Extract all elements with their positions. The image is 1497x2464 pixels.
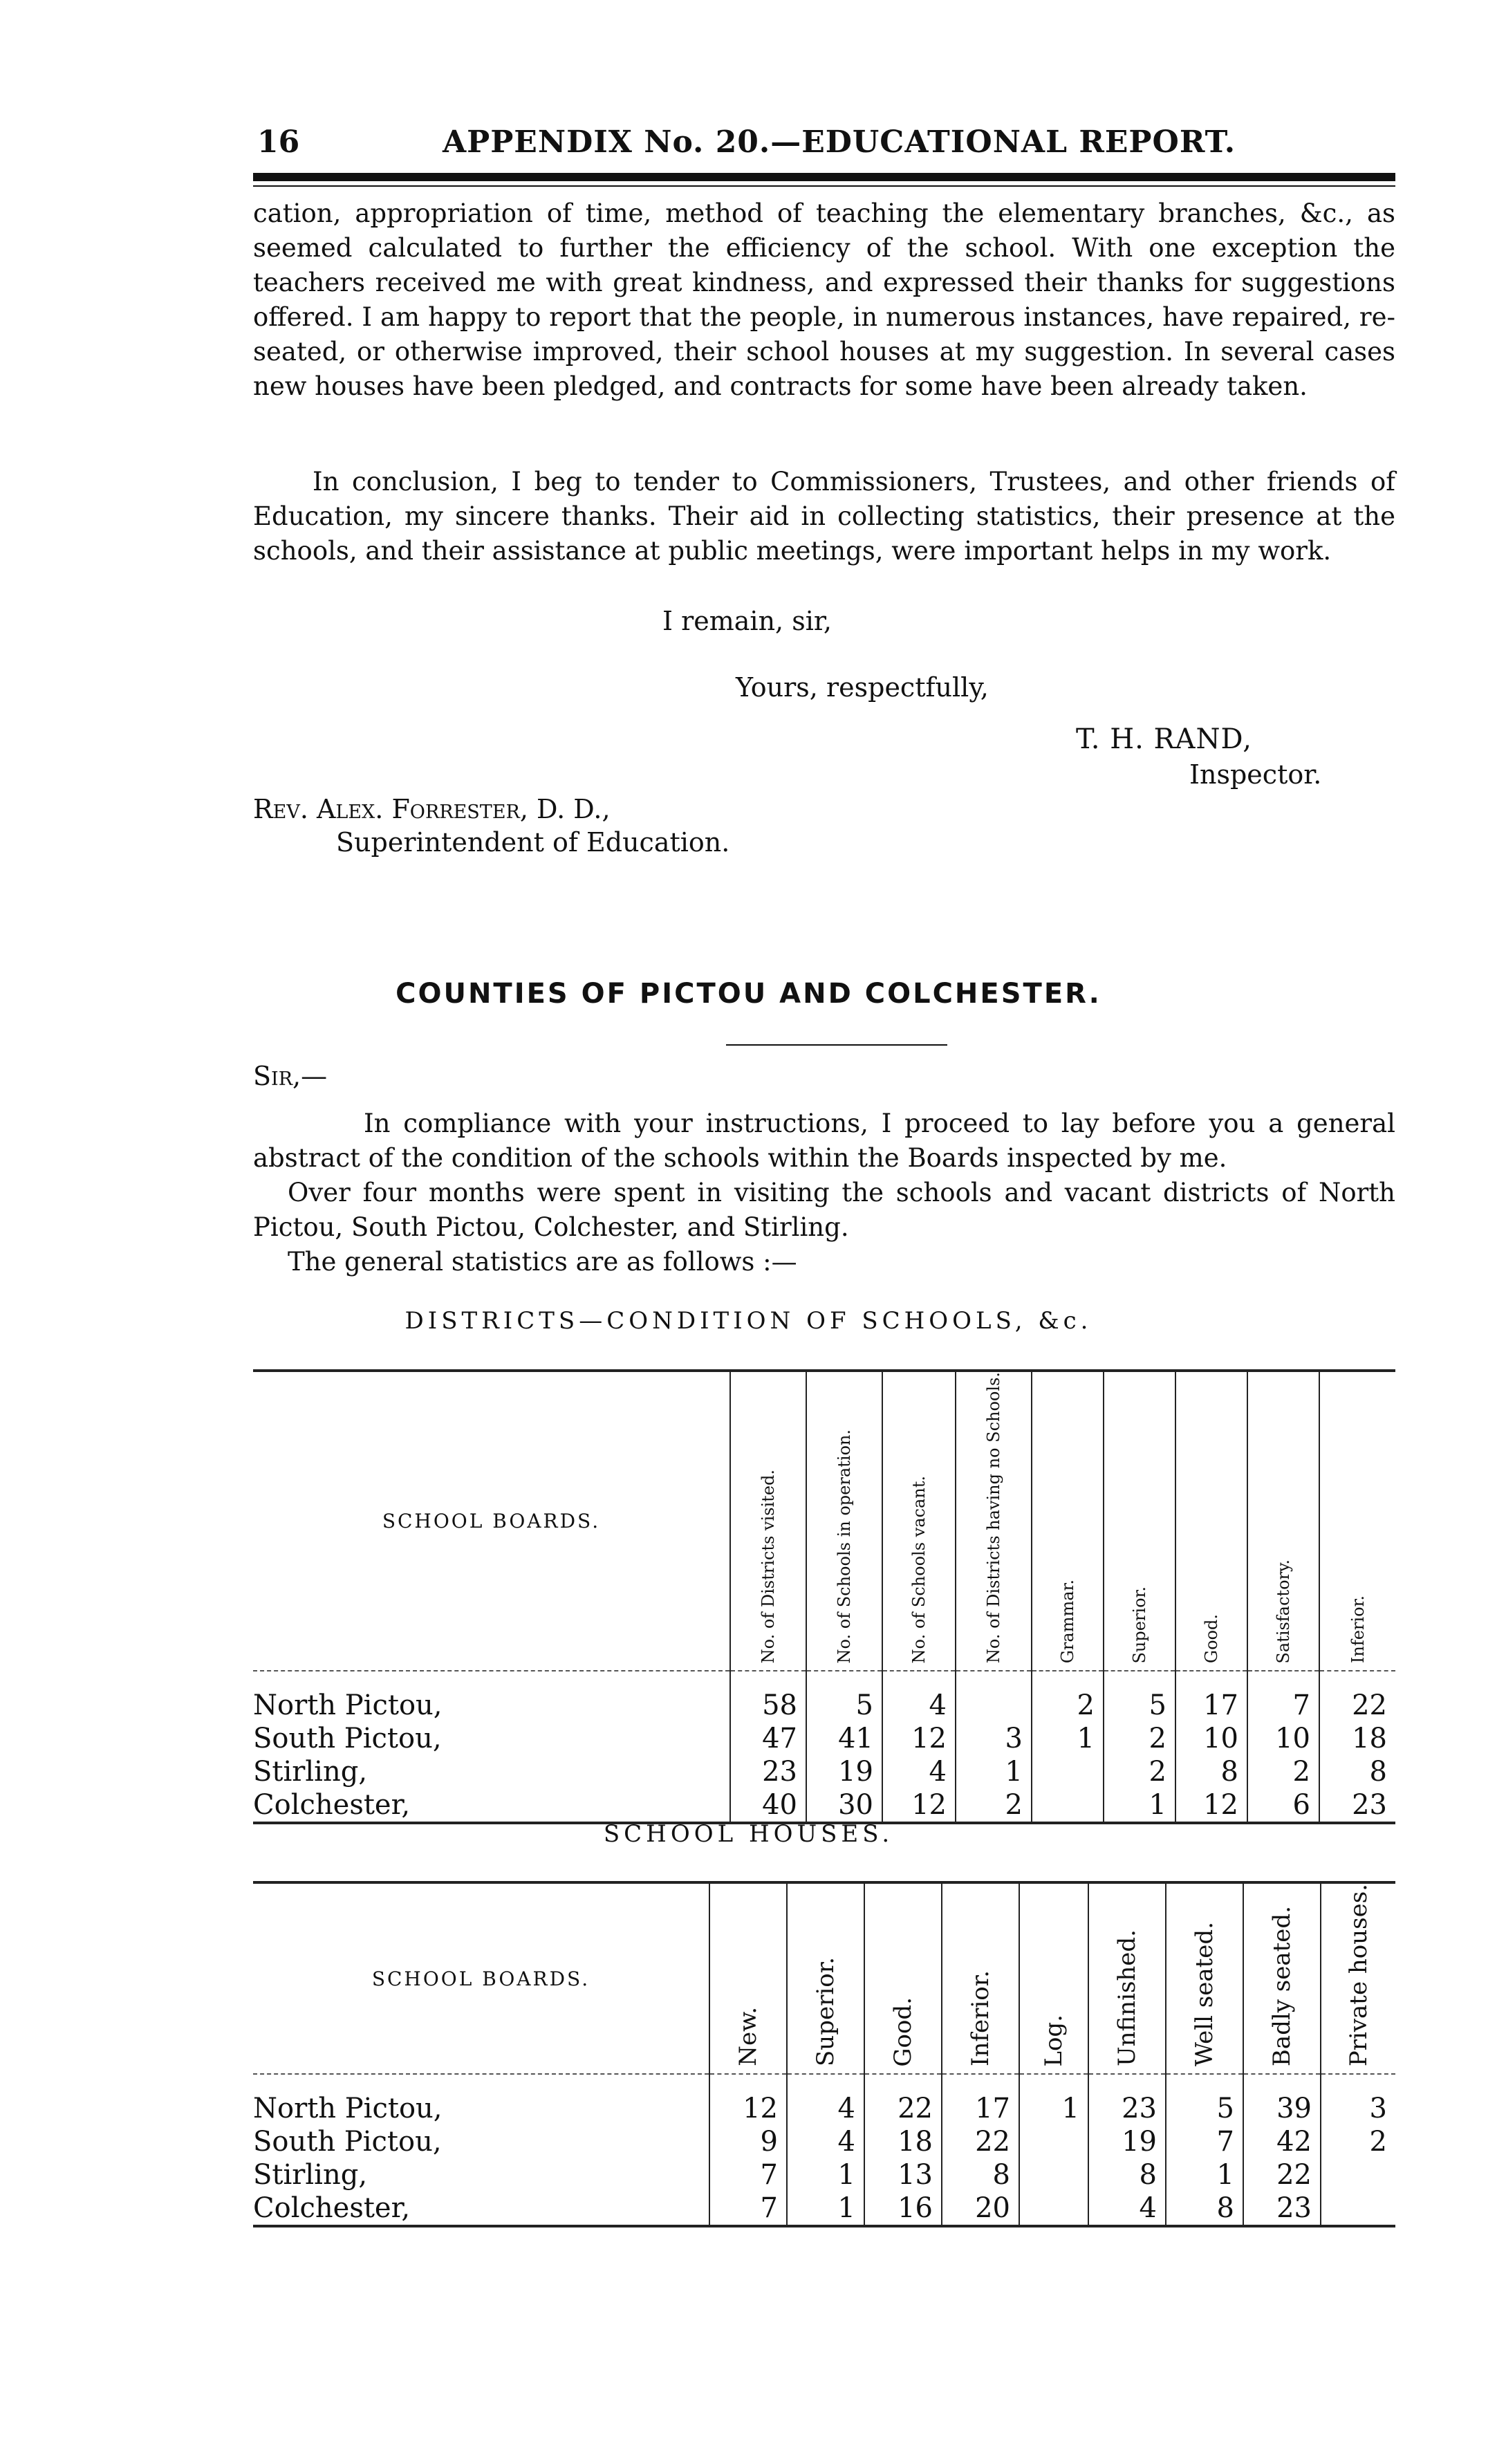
table2-col-header: Well seated. — [1191, 1922, 1218, 2067]
table2-cell: 42 — [1243, 2125, 1321, 2158]
table2-col-header: Unfinished. — [1113, 1929, 1141, 2067]
table1-cell: 2 — [1104, 1722, 1175, 1755]
table2-cell: 22 — [1243, 2158, 1321, 2192]
table2-cell: 23 — [1243, 2192, 1321, 2226]
table1-cell: 3 — [956, 1722, 1032, 1755]
table2-cell: 4 — [787, 2092, 864, 2125]
table1-cell: 30 — [806, 1788, 882, 1823]
table2-col-header: Superior. — [812, 1957, 839, 2067]
table2-cell: 7 — [709, 2158, 787, 2192]
table1-cell — [1032, 1755, 1104, 1788]
table2-cell: 8 — [942, 2158, 1019, 2192]
header-rule — [253, 173, 1395, 181]
section-rule — [726, 1044, 947, 1046]
table2-cell: 4 — [787, 2125, 864, 2158]
table2-cell: 5 — [1166, 2092, 1243, 2125]
table1-cell: 4 — [882, 1689, 956, 1722]
letter1-paragraph-1: cation, appropriation of time, method of teaching the elementary branches, &c., as seemed calculated to further the efficiency of the school. With one exception the teachers received me with great kindness, and expressed their thanks for suggestions offered. I am happy to report that the people, in numerous instances, have repaired, re-seated, or otherwise improved, their school houses at my suggestion. In several cases new houses have been pledged, and contracts for some have been already taken. — [253, 198, 1395, 401]
table1-cell: 41 — [806, 1722, 882, 1755]
table2-header-row — [253, 1882, 1395, 2074]
table2-cell: 22 — [864, 2092, 942, 2125]
table1 — [253, 1369, 1395, 1824]
table2-cell: 1 — [1166, 2158, 1243, 2192]
table-row — [253, 1722, 1395, 1755]
signature-title: Inspector. — [1189, 759, 1322, 790]
table1-cell: 2 — [1032, 1689, 1104, 1722]
table1-col-header: Grammar. — [1058, 1579, 1077, 1664]
table2-cell: 7 — [709, 2192, 787, 2226]
table-row — [253, 1788, 1395, 1823]
table2-cell: 20 — [942, 2192, 1019, 2226]
table1-cell: 19 — [806, 1755, 882, 1788]
table2-col-header: Private houses. — [1344, 1884, 1373, 2067]
table2-cell — [1321, 2158, 1395, 2192]
table2-cell: 7 — [1166, 2125, 1243, 2158]
table2-board-name: South Pictou, — [253, 2126, 442, 2158]
table1-col-header: Superior. — [1130, 1586, 1149, 1664]
table2-board-name: Colchester, — [253, 2192, 411, 2225]
table1-cell: 2 — [1104, 1755, 1175, 1788]
table1-cell: 12 — [882, 1788, 956, 1823]
table2-cell: 1 — [787, 2192, 864, 2226]
table2-cell: 1 — [1019, 2092, 1088, 2125]
letter2-paragraph-3: The general statistics are as follows :— — [288, 1247, 797, 1277]
table1-cell: 22 — [1319, 1689, 1395, 1722]
table1-cell: 4 — [882, 1755, 956, 1788]
table1-cell: 2 — [1247, 1755, 1319, 1788]
table1-cell: 8 — [1319, 1755, 1395, 1788]
table1-cell — [956, 1689, 1032, 1722]
table2-cell: 8 — [1088, 2158, 1166, 2192]
table2-cell — [1019, 2125, 1088, 2158]
letter2-paragraph-2: Over four months were spent in visiting the schools and vacant districts of North Pictou, South Pictou, Colchester, and Stirling. — [253, 1178, 1395, 1242]
table1-cell: 17 — [1175, 1689, 1247, 1722]
table1-title: DISTRICTS—CONDITION OF SCHOOLS, &c. — [405, 1307, 1092, 1335]
table-row — [253, 2092, 1395, 2125]
addressee-title: Superintendent of Education. — [336, 827, 730, 858]
table1-board-name: Colchester, — [253, 1789, 411, 1822]
table1-col-header: No. of Schools in operation. — [835, 1429, 854, 1664]
table2-cell: 19 — [1088, 2125, 1166, 2158]
table1-col-header: No. of Districts having no Schools. — [984, 1372, 1003, 1664]
table2-cell — [1321, 2192, 1395, 2226]
table1-col-header: No. of Districts visited. — [759, 1469, 778, 1664]
table1-cell: 10 — [1175, 1722, 1247, 1755]
table-row — [253, 1689, 1395, 1722]
table2-row-header: SCHOOL BOARDS. — [371, 1967, 591, 1990]
table2-cell: 17 — [942, 2092, 1019, 2125]
table1-cell: 40 — [730, 1788, 806, 1823]
table-row — [253, 1755, 1395, 1788]
table-row — [253, 2158, 1395, 2192]
table2-cell: 4 — [1088, 2192, 1166, 2226]
table1-cell: 1 — [1032, 1722, 1104, 1755]
table2-col-header: Good. — [889, 1997, 917, 2067]
table1-cell: 12 — [882, 1722, 956, 1755]
table1-cell: 23 — [730, 1755, 806, 1788]
table2-board-name: North Pictou, — [253, 2093, 443, 2125]
table2-cell: 3 — [1321, 2092, 1395, 2125]
table1-cell: 7 — [1247, 1689, 1319, 1722]
closing-line-1: I remain, sir, — [662, 606, 832, 636]
table1-cell: 12 — [1175, 1788, 1247, 1823]
table2-cell: 16 — [864, 2192, 942, 2226]
table2-col-header: New. — [734, 2007, 762, 2067]
table2-cell: 18 — [864, 2125, 942, 2158]
table2-cell: 22 — [942, 2125, 1019, 2158]
table2-col-header: Badly seated. — [1268, 1906, 1296, 2067]
table2-cell: 8 — [1166, 2192, 1243, 2226]
table1-cell: 1 — [956, 1755, 1032, 1788]
table1-board-name: North Pictou, — [253, 1689, 443, 1722]
letter2-paragraph-1: In compliance with your instructions, I proceed to lay before you a general abstract of the condition of the schools within the Boards inspected by me. — [253, 1109, 1395, 1173]
header-rule-thin — [253, 185, 1395, 187]
table1-cell: 58 — [730, 1689, 806, 1722]
addressee-name: Rev. Alex. Forrester, D. D., — [253, 794, 611, 824]
table2-cell: 2 — [1321, 2125, 1395, 2158]
table1-board-name: Stirling, — [253, 1756, 368, 1788]
table2-cell — [1019, 2158, 1088, 2192]
signature-name: T. H. RAND, — [1076, 723, 1252, 755]
table1-cell: 8 — [1175, 1755, 1247, 1788]
table-row — [253, 2192, 1395, 2226]
table1-cell: 2 — [956, 1788, 1032, 1823]
running-title: APPENDIX No. 20.—EDUCATIONAL REPORT. — [443, 124, 1236, 160]
table1-cell: 18 — [1319, 1722, 1395, 1755]
table2-col-header: Inferior. — [967, 1970, 994, 2067]
table-row — [253, 2125, 1395, 2158]
table1-cell: 1 — [1104, 1788, 1175, 1823]
table1-col-header: Good. — [1202, 1614, 1221, 1664]
table2-cell: 9 — [709, 2125, 787, 2158]
table1-board-name: South Pictou, — [253, 1723, 442, 1755]
page-number: 16 — [257, 124, 300, 160]
table1-col-header: Inferior. — [1348, 1595, 1368, 1664]
section-title: COUNTIES OF PICTOU AND COLCHESTER. — [396, 978, 1101, 1010]
table1-header-row — [253, 1371, 1395, 1671]
table1-row-header: SCHOOL BOARDS. — [382, 1510, 601, 1533]
table1-cell: 5 — [806, 1689, 882, 1722]
table2-cell: 39 — [1243, 2092, 1321, 2125]
table2-title: SCHOOL HOUSES. — [603, 1820, 894, 1848]
table2-board-name: Stirling, — [253, 2159, 368, 2192]
salutation: Sir,— — [253, 1061, 328, 1091]
table1-cell — [1032, 1788, 1104, 1823]
letter1-paragraph-2: In conclusion, I beg to tender to Commissioners, Trustees, and other friends of Education, my sincere thanks. Their aid in collecting statistics, their presence at the schools, and their assistance at public meetings, were important helps in my work. — [253, 467, 1395, 566]
table1-cell: 23 — [1319, 1788, 1395, 1823]
table1-cell: 5 — [1104, 1689, 1175, 1722]
table2-cell: 13 — [864, 2158, 942, 2192]
table2-col-header: Log. — [1040, 2014, 1068, 2067]
closing-line-2: Yours, respectfully, — [736, 672, 989, 703]
table1-cell: 10 — [1247, 1722, 1319, 1755]
table1-col-header: No. of Schools vacant. — [909, 1475, 929, 1664]
table2 — [253, 1881, 1395, 2227]
table2-cell: 12 — [709, 2092, 787, 2125]
table2-cell — [1019, 2192, 1088, 2226]
table2-cell: 1 — [787, 2158, 864, 2192]
table2-cell: 23 — [1088, 2092, 1166, 2125]
table1-cell: 6 — [1247, 1788, 1319, 1823]
table1-cell: 47 — [730, 1722, 806, 1755]
table1-col-header: Satisfactory. — [1274, 1559, 1293, 1664]
